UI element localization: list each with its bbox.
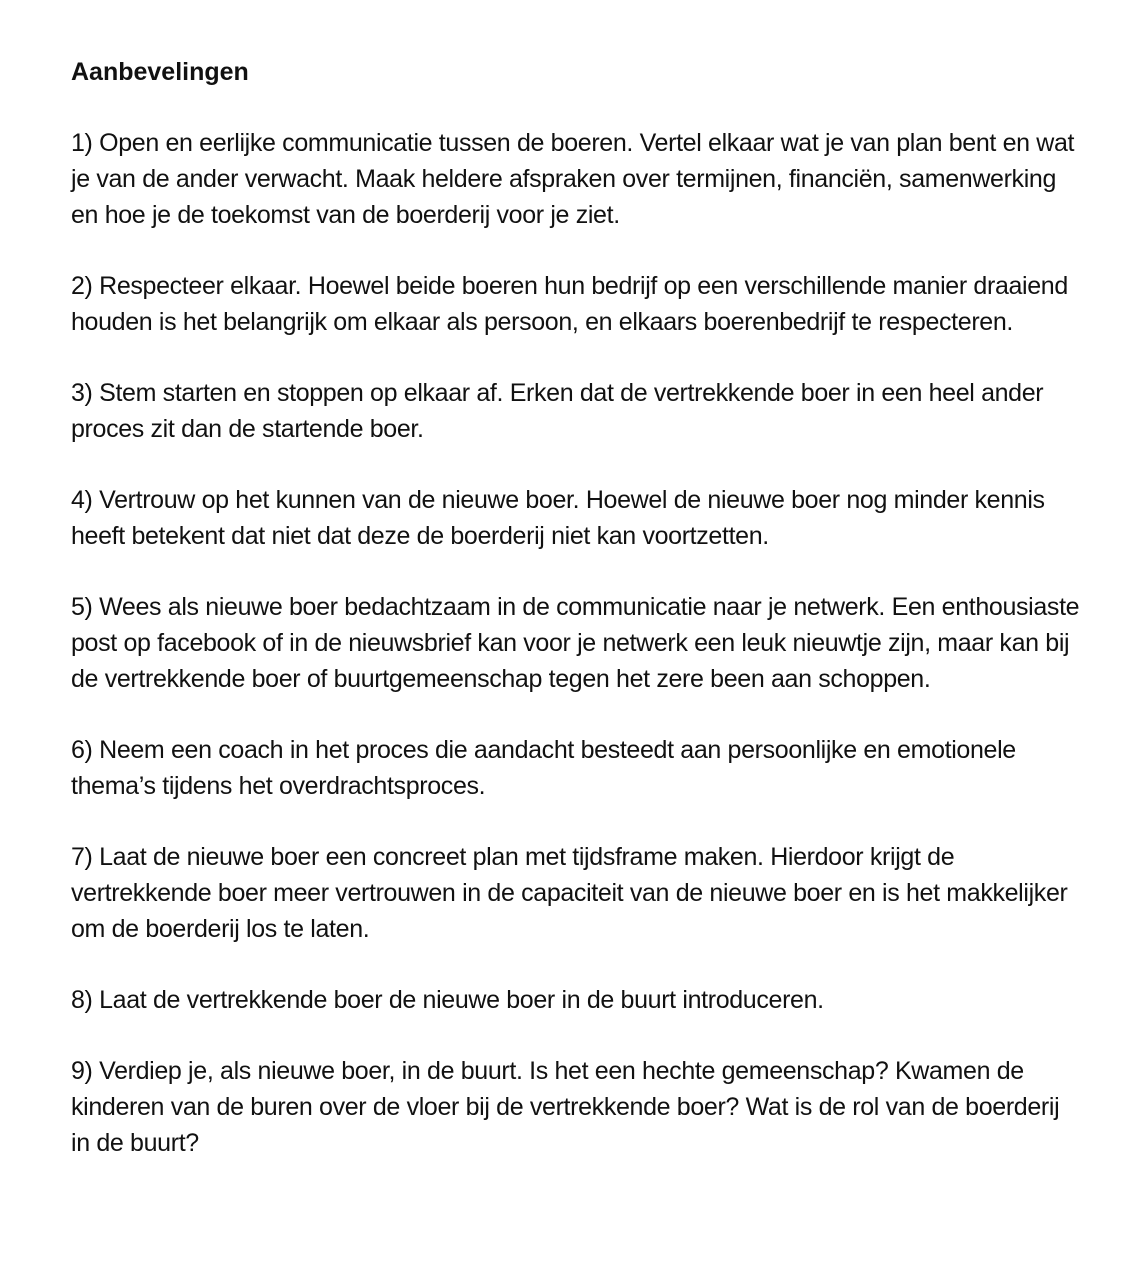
recommendation-item-9 <box>71 1053 1081 1161</box>
document-page <box>71 54 1081 1161</box>
recommendation-item-8 <box>71 982 1081 1018</box>
recommendation-item-6 <box>71 732 1081 804</box>
recommendation-text: 8) Laat de vertrekkende boer de nieuwe boer in de buurt introduceren. <box>71 986 824 1014</box>
recommendation-item-5 <box>71 589 1081 697</box>
recommendation-item-2 <box>71 268 1081 340</box>
recommendation-text: 6) Neem een coach in het proces die aandacht besteedt aan persoonlijke en emotionele thema’s tijdens het overdrachtsproces. <box>71 736 1016 800</box>
recommendation-text: 4) Vertrouw op het kunnen van de nieuwe boer. Hoewel de nieuwe boer nog minder kennis heeft betekent dat niet dat deze de boerderij niet kan voortzetten. <box>71 486 1045 550</box>
recommendation-item-4 <box>71 482 1081 554</box>
document-title: Aanbevelingen <box>71 58 249 86</box>
recommendation-item-3 <box>71 375 1081 447</box>
recommendation-item-7 <box>71 839 1081 947</box>
recommendation-text: 1) Open en eerlijke communicatie tussen de boeren. Vertel elkaar wat je van plan bent en wat je van de ander verwacht. Maak heldere afspraken over termijnen, financiën, samenwerking en hoe je de toekomst van de boerderij voor je ziet. <box>71 129 1075 229</box>
recommendation-text: 2) Respecteer elkaar. Hoewel beide boeren hun bedrijf op een verschillende manier draaiend houden is het belangrijk om elkaar als persoon, en elkaars boerenbedrijf te respecteren. <box>71 272 1068 336</box>
recommendation-text: 5) Wees als nieuwe boer bedachtzaam in de communicatie naar je netwerk. Een enthousiaste post op facebook of in de nieuwsbrief kan voor je netwerk een leuk nieuwtje zijn, maar kan bij de vertrekkende boer of buurtgemeenschap tegen het zere been aan schoppen. <box>71 593 1080 693</box>
recommendation-text: 9) Verdiep je, als nieuwe boer, in de buurt. Is het een hechte gemeenschap? Kwamen de kinderen van de buren over de vloer bij de vertrekkende boer? Wat is de rol van de boerderij in de buurt? <box>71 1057 1060 1157</box>
recommendation-item-1 <box>71 125 1081 233</box>
recommendations-list <box>71 125 1081 1161</box>
recommendation-text: 7) Laat de nieuwe boer een concreet plan met tijdsframe maken. Hierdoor krijgt de vertrekkende boer meer vertrouwen in de capaciteit van de nieuwe boer en is het makkelijker om de boerderij los te laten. <box>71 843 1068 943</box>
recommendation-text: 3) Stem starten en stoppen op elkaar af. Erken dat de vertrekkende boer in een heel ander proces zit dan de startende boer. <box>71 379 1044 443</box>
